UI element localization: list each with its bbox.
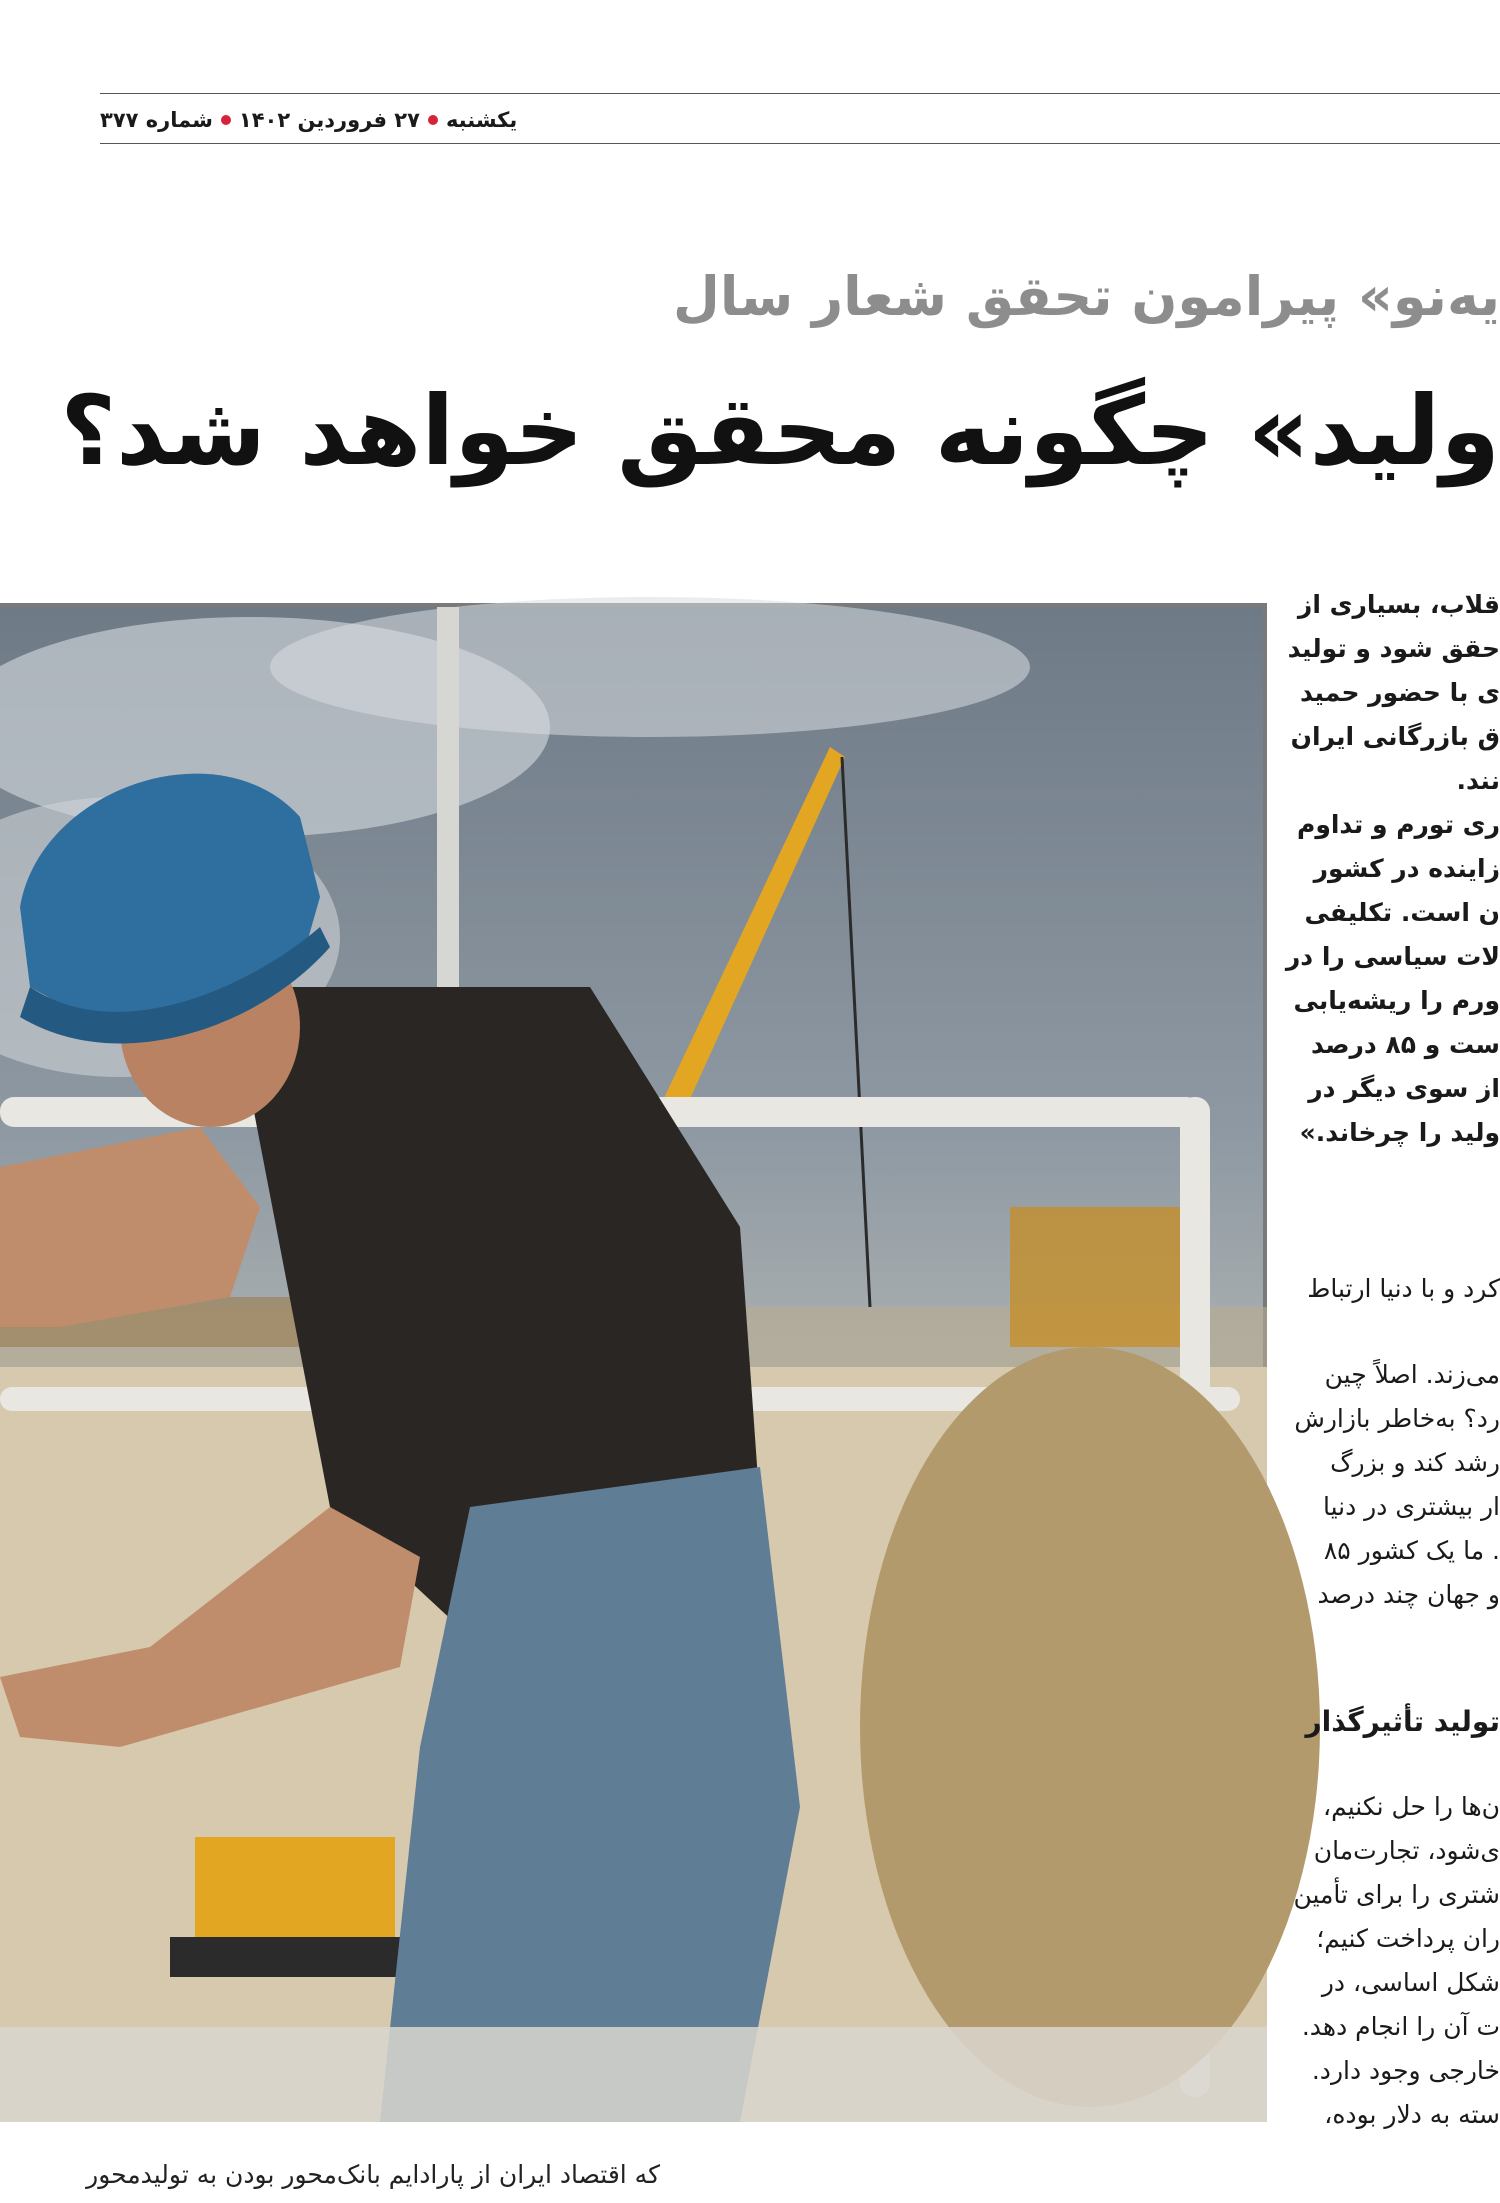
kicker-text: یه‌نو» پیرامون تحقق شعار سال <box>673 265 1500 328</box>
subheading-block <box>1305 1700 1500 1744</box>
intro-line: ن است. تکلیفی <box>1304 898 1500 927</box>
article-photo <box>0 603 1267 2118</box>
body-line: ن‌ها را حل نکنیم، <box>1323 1792 1500 1821</box>
intro-column <box>1285 583 1500 1155</box>
issue-header <box>100 100 1500 140</box>
large-pipe <box>860 1347 1320 2107</box>
body-line: ران پرداخت کنیم؛ <box>1316 1924 1500 1953</box>
bottom-text-line: که اقتصاد ایران از پارادایم بانک‌محور بودن به تولیدمحور <box>86 2160 660 2189</box>
kicker-line <box>0 265 1500 345</box>
intro-line: حقق شود و تولید <box>1287 634 1500 663</box>
body-line: خارجی وجود دارد. <box>1311 2056 1500 2085</box>
body-line: رشد کند و بزرگ <box>1330 1448 1500 1477</box>
header-top-rule <box>100 93 1500 94</box>
body-line: ی‌شود، تجارت‌مان <box>1313 1836 1500 1865</box>
body-line: شتری را برای تأمین <box>1293 1880 1500 1909</box>
body-line: سته به دلار بوده، <box>1324 2100 1500 2129</box>
intro-line: ست و ۸۵ درصد <box>1310 1030 1500 1059</box>
issue-number: شماره ۳۷۷ <box>100 108 213 132</box>
body-line: شکل اساسی، در <box>1321 1968 1500 1997</box>
intro-line: ق بازرگانی ایران <box>1290 722 1500 751</box>
body-line: ت آن را انجام دهد. <box>1301 2012 1500 2041</box>
intro-line: لات سیاسی را در <box>1285 942 1500 971</box>
photo-illustration <box>0 607 1267 2122</box>
headline-block <box>0 375 1500 515</box>
body-line: می‌زند. اصلاً چین <box>1324 1360 1500 1389</box>
intro-line: ری تورم و تداوم <box>1297 810 1500 839</box>
intro-line: ی با حضور حمید <box>1300 678 1500 707</box>
intro-line: ولید را چرخاند.» <box>1299 1118 1500 1147</box>
body-block-1 <box>1307 1267 1500 1311</box>
body-line: ار بیشتری در دنیا <box>1322 1492 1500 1521</box>
body-line: رد؟ به‌خاطر بازارش <box>1294 1404 1500 1433</box>
separator-dot-1 <box>428 115 438 125</box>
weekday: یکشنبه <box>445 108 518 132</box>
body-line: . ما یک کشور ۸۵ <box>1323 1536 1500 1565</box>
body-line: و جهان چند درصد <box>1317 1580 1500 1609</box>
subheading: تولید تأثیرگذار <box>1305 1705 1500 1738</box>
separator-dot-2 <box>221 115 231 125</box>
body-block-2 <box>1294 1353 1500 1617</box>
intro-line: ورم را ریشه‌یابی <box>1293 986 1500 1015</box>
issue-date: ۲۷ فروردین ۱۴۰۲ <box>238 108 420 132</box>
intro-line: قلاب، بسیاری از <box>1297 590 1500 619</box>
intro-line: زاینده در کشور <box>1313 854 1500 883</box>
intro-line: از سوی دیگر در <box>1308 1074 1500 1103</box>
body-line: کرد و با دنیا ارتباط <box>1307 1274 1500 1303</box>
intro-line: نند. <box>1456 766 1500 795</box>
header-bottom-rule <box>100 143 1500 144</box>
headline-text: ولید» چگونه محقق خواهد شد؟ <box>60 375 1500 487</box>
body-block-3 <box>1293 1785 1500 2137</box>
